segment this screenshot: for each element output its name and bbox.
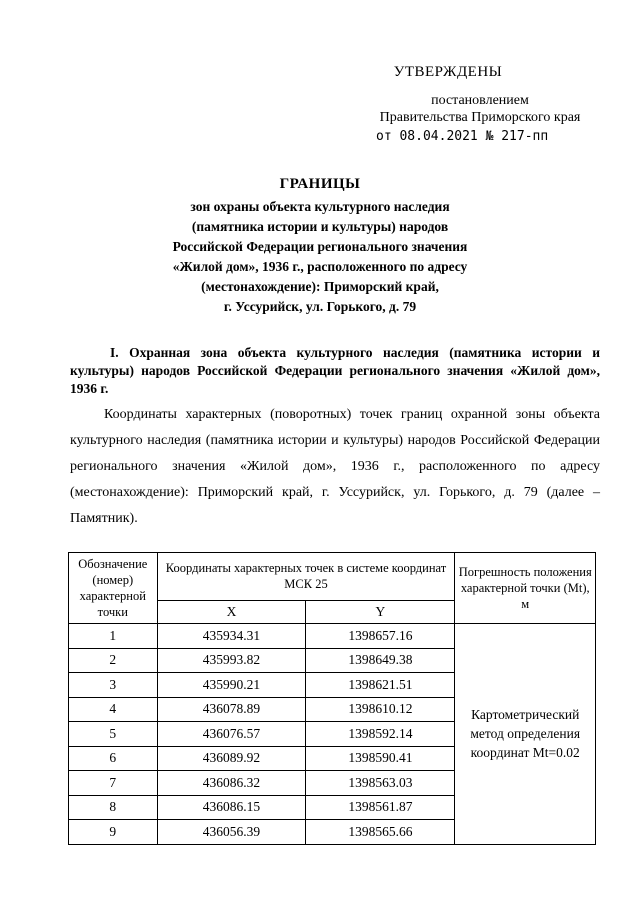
subtitle-line: (местонахождение): Приморский край, xyxy=(201,279,439,294)
coord-x: 435993.82 xyxy=(157,648,306,673)
table-header-row xyxy=(69,553,596,601)
coord-y: 1398590.41 xyxy=(306,746,455,771)
approval-date-number: от 08.04.2021 № 217-пп xyxy=(376,129,549,144)
document-subtitle xyxy=(60,197,580,317)
point-number: 4 xyxy=(69,697,158,722)
coord-y: 1398563.03 xyxy=(306,771,455,796)
point-number: 9 xyxy=(69,820,158,845)
paragraph-text: Координаты характерных (поворотных) точек границ охранной зоны объекта культурного наследия (памятника истории и культуры) народов Российской Федерации регионального значения «Жилой дом», 1936 г., расположенного по адресу (местонахождение): Приморский край, г. Уссурийск, ул. Горького, д. 79 (далее – Памятник). xyxy=(70,407,600,526)
point-number: 7 xyxy=(69,771,158,796)
coord-x: 436086.32 xyxy=(157,771,306,796)
coord-x: 436056.39 xyxy=(157,820,306,845)
coord-x: 436086.15 xyxy=(157,795,306,820)
approval-resolution: постановлением xyxy=(431,93,529,108)
section-heading xyxy=(70,344,600,398)
subtitle-line: Российской Федерации регионального значения xyxy=(172,239,468,254)
coord-x: 435934.31 xyxy=(157,624,306,649)
coord-y: 1398561.87 xyxy=(306,795,455,820)
point-number: 3 xyxy=(69,673,158,698)
subtitle-line: г. Уссурийск, ул. Горького, д. 79 xyxy=(223,299,417,314)
subtitle-line: «Жилой дом», 1936 г., расположенного по адресу xyxy=(172,259,468,274)
coordinates-table xyxy=(68,552,596,845)
coord-y: 1398649.38 xyxy=(306,648,455,673)
subtitle-line: зон охраны объекта культурного наследия xyxy=(190,199,450,214)
point-number: 1 xyxy=(69,624,158,649)
point-number: 2 xyxy=(69,648,158,673)
point-number: 8 xyxy=(69,795,158,820)
coord-y: 1398657.16 xyxy=(306,624,455,649)
coord-y: 1398610.12 xyxy=(306,697,455,722)
coord-y: 1398592.14 xyxy=(306,722,455,747)
header-error: Погрешность положения характерной точки (Mt), м xyxy=(455,553,596,624)
approval-government: Правительства Приморского края xyxy=(379,110,581,125)
coord-x: 435990.21 xyxy=(157,673,306,698)
subtitle-line: (памятника истории и культуры) народов xyxy=(191,219,449,234)
document-title: ГРАНИЦЫ xyxy=(279,176,361,192)
coord-y: 1398621.51 xyxy=(306,673,455,698)
header-x: X xyxy=(157,600,306,623)
section-title-text: I. Охранная зона объекта культурного наследия (памятника истории и культуры) народов Российской Федерации регионального значения «Жилой дом», 1936 г. xyxy=(70,345,600,396)
method-cell xyxy=(455,624,596,845)
coord-x: 436089.92 xyxy=(157,746,306,771)
approval-title: УТВЕРЖДЕНЫ xyxy=(393,64,503,80)
header-coordinates: Координаты характерных точек в системе координат МСК 25 xyxy=(157,553,455,601)
coord-y: 1398565.66 xyxy=(306,820,455,845)
point-number: 6 xyxy=(69,746,158,771)
header-point: Обозначение (номер) характерной точки xyxy=(69,553,158,624)
coord-x: 436078.89 xyxy=(157,697,306,722)
method-text: Картометрический метод определения координат Mt=0.02 xyxy=(470,707,581,761)
table-row xyxy=(69,624,596,649)
coord-x: 436076.57 xyxy=(157,722,306,747)
header-y: Y xyxy=(306,600,455,623)
body-paragraph xyxy=(70,402,600,532)
point-number: 5 xyxy=(69,722,158,747)
